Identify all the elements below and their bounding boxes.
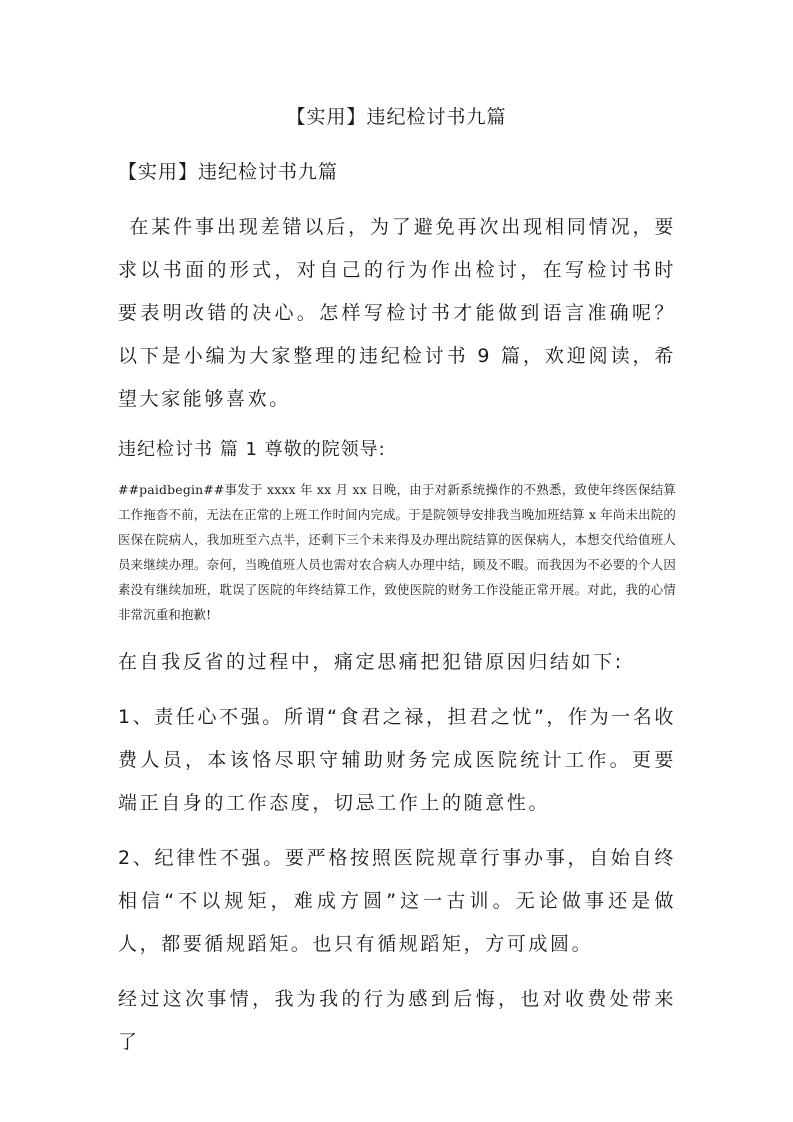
section-1-body: ##paidbegin##事发于 xxxx 年 xx 月 xx 日晚，由于对新系统操作的不熟悉，致使年终医保结算工作拖沓不前，无法在正常的上班工作时间内完成。于是院领导安排我当晚加班结算 x 年尚未出院的医保在院病人，我加班至六点半，还剩下三个未来得及办理出院结算的医保病人，本想交代给值班人员来继续办理。奈何，当晚值班人员也需对农合病人办理中结，顾及不暇。而我因为不必要的个人因素没有继续加班，耽误了医院的年终结算工作，致使医院的财务工作没能正常开展。对此，我的心情非常沉重和抱歉!: [118, 482, 676, 622]
document-heading: 【实用】违纪检讨书九篇: [118, 161, 339, 183]
section-1-heading: 违纪检讨书 篇 1 尊敬的院领导:: [118, 439, 386, 460]
intro-paragraph: 在某件事出现差错以后，为了避免再次出现相同情况，要求以书面的形式，对自己的行为作出检讨，在写检讨书时要表明改错的决心。怎样写检讨书才能做到语言准确呢？以下是小编为大家整理的违纪检讨书 9 篇，欢迎阅读，希望大家能够喜欢。: [118, 216, 676, 410]
point-1-paragraph: 1、责任心不强。所谓“食君之禄，担君之忧”，作为一名收费人员，本该恪尽职守辅助财务完成医院统计工作。更要端正自身的工作态度，切忌工作上的随意性。: [118, 706, 676, 814]
document-title: 【实用】违纪检讨书九篇: [286, 106, 507, 128]
point-2-paragraph: 2、纪律性不强。要严格按照医院规章行事办事，自始自终相信“不以规矩，难成方圆”这一古训。无论做事还是做人，都要循规蹈矩。也只有循规蹈矩，方可成圆。: [118, 847, 676, 955]
conclusion-paragraph: 经过这次事情，我为我的行为感到后悔，也对收费处带来了: [118, 988, 676, 1053]
document-body: [118, 154, 676, 1076]
reflection-intro-paragraph: 在自我反省的过程中，痛定思痛把犯错原因归结如下:: [118, 651, 624, 673]
